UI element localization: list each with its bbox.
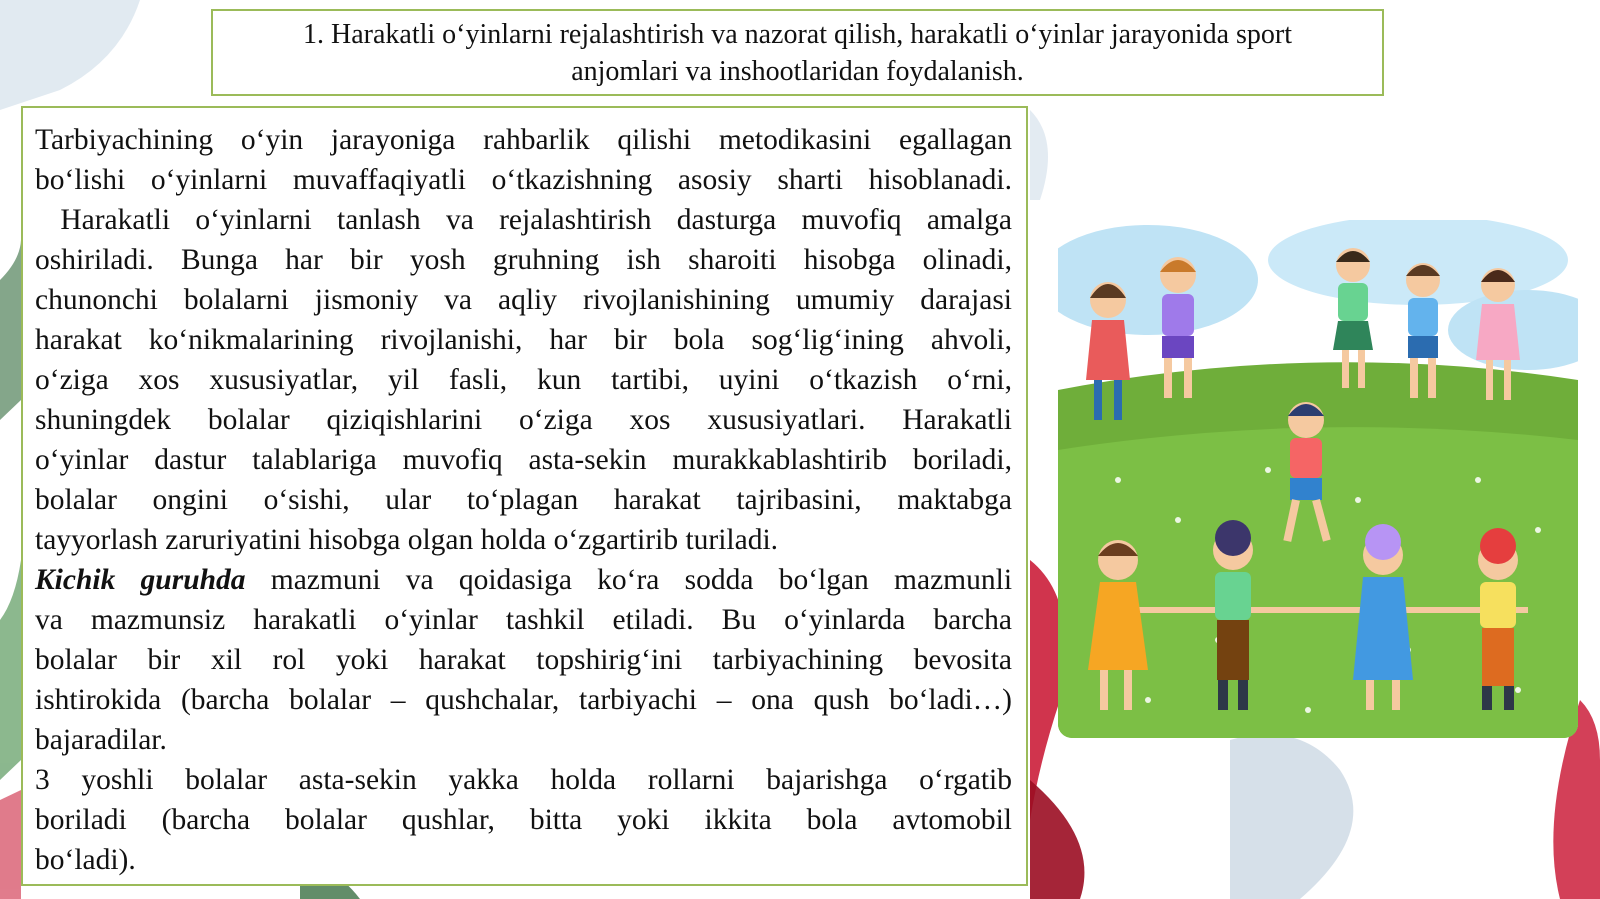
body-line: shuningdek bolalar qiziqishlarini o‘ziga xos xususiyatlari. Harakatli <box>35 404 1012 436</box>
body-line: bolalar bir xil rol yoki harakat topshirig‘ini tarbiyachining bevosita <box>35 644 1012 676</box>
body-line: bo‘ladi). <box>35 844 136 876</box>
title-line-1: 1. Harakatli o‘yinlarni rejalashtirish va nazorat qilish, harakatli o‘yinlar jarayonida sport <box>303 18 1292 50</box>
body-line: Kichik guruhda mazmuni va qoidasiga ko‘ra sodda bo‘lgan mazmunli <box>35 564 1013 596</box>
body-line: chunonchi bolalarni jismoniy va aqliy rivojlanishining umumiy darajasi <box>35 284 1012 316</box>
body-line: o‘ziga xos xususiyatlar, yil fasli, kun tartibi, uyini o‘tkazish o‘rni, <box>35 364 1012 396</box>
body-line: Tarbiyachining o‘yin jarayoniga rahbarlik qilishi metodikasini egallagan <box>35 124 1012 156</box>
body-line: bolalar ongini o‘sishi, ular to‘plagan harakat tajribasini, maktabga <box>35 484 1012 516</box>
body-text-box <box>21 106 1028 886</box>
body-line: boriladi (barcha bolalar qushlar, bitta yoki ikkita bola avtomobil <box>35 804 1012 836</box>
slide-title <box>211 9 1384 96</box>
body-line: bajaradilar. <box>35 724 167 756</box>
body-line: va mazmunsiz harakatli o‘yinlar tashkil etiladi. Bu o‘yinlarda barcha <box>35 604 1012 636</box>
body-line: Harakatli o‘yinlarni tanlash va rejalashtirish dasturga muvofiq amalga <box>60 204 1013 236</box>
title-line-2: anjomlari va inshootlaridan foydalanish. <box>571 55 1024 87</box>
children-playing-circle-game-illustration <box>1058 220 1578 738</box>
body-line: tayyorlash zaruriyatini hisobga olgan holda o‘zgartirib turiladi. <box>35 524 779 556</box>
body-line: harakat ko‘nikmalarining rivojlanishi, har bir bola sog‘lig‘ining ahvoli, <box>35 324 1012 356</box>
body-line: 3 yoshli bolalar asta-sekin yakka holda rollarni bajarishga o‘rgatib <box>35 764 1012 796</box>
body-line: oshiriladi. Bunga har bir yosh gruhning ish sharoiti hisobga olinadi, <box>35 244 1012 276</box>
emphasis-kichik-guruhda: Kichik guruhda <box>35 564 246 596</box>
body-line: o‘yinlar dastur talablariga muvofiq asta-sekin murakkablashtirib boriladi, <box>35 444 1012 476</box>
body-line: ishtirokida (barcha bolalar – qushchalar, tarbiyachi – ona qush bo‘ladi…) <box>35 684 1012 716</box>
body-line: bo‘lishi o‘yinlarni muvaffaqiyatli o‘tkazishning asosiy sharti hisoblanadi. <box>35 164 1012 196</box>
